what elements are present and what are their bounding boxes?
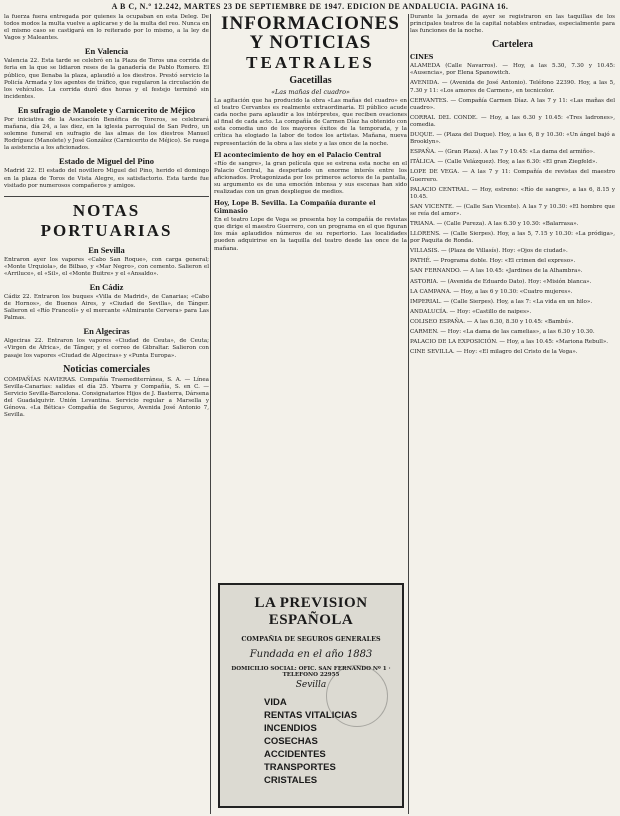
article-paragraph: COMPAÑÍAS NAVIERAS. Compañía Trasmediterránea, S. A. — Línea Sevilla-Canarias: salidas el día 25. Ybarra y Compañía, S. en C. — Servicio Sevilla-Barcelona. Consignatarios Hijos de J. Basterra, Dársena del Guadalquivir. Unión Levantina. Servicio regular a Marsella y Génova. «La Bética» Compañía de Seguros, Avenida José Antonio 7, Sevilla. bbox=[4, 376, 209, 419]
ad-service-item: TRANSPORTES bbox=[264, 762, 336, 773]
listing-item: COLISEO ESPAÑA. — A las 6.30, 8.30 y 10.45: «Bambú». bbox=[410, 318, 574, 325]
column-rule bbox=[408, 14, 409, 814]
notas-portuarias-title: NOTAS PORTUARIAS bbox=[4, 196, 209, 241]
article-paragraph: Cádiz 22. Entraron los buques «Villa de Madrid», de Canarias; «Cabo de Hornos», de Buenos Aires, y «Ciudad de Sevilla», de Tánger. Salieron el «Río Francolí» y el mercante «Almirante Cervera» para Las Palmas. bbox=[4, 293, 209, 322]
section-heading: En Valencia bbox=[84, 46, 129, 57]
article-paragraph: La agitación que ha producido la obra «Las mañas del cuadro» en el teatro Cervantes es realmente extraordinaria. El público acude cada noche para aplaudir a los intérpretes, que reciben ovaciones al final de cada acto. La compañía de Carmen Díaz ha obtenido con esta comedia uno de los mayores éxitos de la temporada, y la crítica ha elogiado la labor de todos los artistas. Mañana, nueva representación de la obra a las siete y a las once de la noche. bbox=[214, 98, 407, 147]
ad-company: COMPAÑIA DE SEGUROS GENERALES bbox=[241, 635, 381, 643]
masthead-line-1: INFORMACIONES Y NOTICIAS bbox=[221, 14, 400, 53]
listing-item: ALAMEDA (Calle Navarros). — Hoy, a las 5.30, 7.30 y 10.45: «Ausencia», por Elena Spanowitch. bbox=[410, 63, 615, 77]
article-paragraph: Algeciras 22. Entraron los vapores «Ciudad de Ceuta», de Ceuta; «Virgen de África», de Tánger, y el correo de Gibraltar. Salieron con pasaje los vapores «Ciudad de Algeciras» y «Punta Europa». bbox=[4, 338, 209, 359]
listing-item: SAN FERNANDO. — A las 10.45: «Jardines de la Alhambra». bbox=[410, 268, 583, 275]
listing-item: LOPE DE VEGA. — A las 7 y 11: Compañía de revistas del maestro Guerrero. bbox=[410, 169, 615, 183]
section-heading: Gacetillas bbox=[289, 75, 332, 86]
section-heading: Noticias comerciales bbox=[63, 363, 150, 375]
listing-item: ASTORIA. — (Avenida de Eduardo Dato). Hoy: «Misión blanca». bbox=[410, 278, 592, 285]
intro-paragraph: la fuerza fuera entregada por quienes la ocupaban en esta Deleg. De todos modos la multa vuelve a aplicarse y de la multa del reo. Nunca en el mismo caso se castigará en lo reiterado por lo mismo, a la ley de Vagos y Maleantes. bbox=[4, 14, 209, 42]
ad-service-item: INCENDIOS bbox=[264, 723, 317, 734]
listing-item: ESPAÑA. — (Gran Plaza). A las 7 y 10.45: «La dama del armiño». bbox=[410, 149, 595, 156]
listing-item: LA CAMPANA. — Hoy, a las 6 y 10.30: «Cuatro mujeres». bbox=[410, 288, 573, 295]
column-center bbox=[214, 14, 407, 256]
listing-item: SAN VICENTE. — (Calle San Vicente). A las 7 y 10.30: «El hombre que se reía del amor». bbox=[410, 203, 615, 217]
listings bbox=[410, 63, 615, 356]
ad-service-item: RENTAS VITALICIAS bbox=[264, 710, 358, 721]
listing-item: IMPERIAL. — (Calle Sierpes). Hoy, a las 7: «La vida en un hilo». bbox=[410, 298, 593, 305]
section-subtitle: «Las mañas del cuadro» bbox=[271, 88, 350, 96]
article-paragraph: Valencia 22. Esta tarde se celebró en la Plaza de Toros una corrida de feria en la que se lidiaron reses de la ganadería de Pablo Romero. El público, que llenaba la plaza, aplaudió a los diestros. Prestó servicio la Policía Armada y los agentes de tráfico, que regularon la circulación de los vehículos. La corrida duró dos horas y el festejo terminó sin incidentes. bbox=[4, 58, 209, 100]
ad-title: LA PREVISION ESPAÑOLA bbox=[254, 595, 368, 628]
listing-item: CORRAL DEL CONDE. — Hoy, a las 6.30 y 10.45: «Tres ladrones», comedia. bbox=[410, 114, 615, 128]
listing-item: PALACIO CENTRAL. — Hoy, estreno: «Río de sangre», a las 6, 8.15 y 10.45. bbox=[410, 186, 615, 200]
article-paragraph: Por iniciativa de la Asociación Benéfica de Toreros, se celebrará mañana, día 24, a las diez, en la iglesia parroquial de San Pedro, un solemne funeral en sufragio de las almas de los diestros Manuel Rodríguez (Manolete) y José González (Carnicerito de Méjico). Se ruega la asistencia a los aficionados. bbox=[4, 116, 209, 152]
insurance-advertisement bbox=[218, 583, 404, 808]
listing-item: CINE SEVILLA. — Hoy: «El milagro del Cristo de la Vega». bbox=[410, 349, 578, 356]
section-heading: Cartelera bbox=[491, 39, 534, 51]
ad-service-item: CRISTALES bbox=[264, 775, 318, 786]
column-rule bbox=[210, 14, 211, 814]
article-paragraph: Madrid 22. El estado del novillero Miguel del Pino, herido el domingo en la plaza de Toros de Vista Alegre, es satisfactorio. Esta tarde fue visitado por numerosos compañeros y amigos. bbox=[4, 168, 209, 189]
page-header: A B C, N.º 12.242, MARTES 23 DE SEPTIEMBRE DE 1947. EDICION DE ANDALUCIA. PAGINA 16. bbox=[111, 2, 509, 11]
listing-item: DUQUE. — (Plaza del Duque). Hoy, a las 6, 8 y 10.30: «Un ángel bajó a Brooklyn». bbox=[410, 132, 615, 146]
article-paragraph: «Río de sangre», la gran película que se estrena esta noche en el Palacio Central, ha despertado un enorme interés entre los aficionados. Protagonizada por los primeros actores de la pantalla, su argumento es de una emoción intensa y sus escenas han sido realizadas con un gran despliegue de medios. bbox=[214, 160, 407, 196]
listing-item: TRIANA. — (Calle Pureza). A las 6.30 y 10.30: «Balarrasa». bbox=[410, 220, 579, 227]
listing-item: VILLASIS. — (Plaza de Villasís). Hoy: «Ojos de ciudad». bbox=[410, 248, 568, 255]
cines-label: CINES bbox=[410, 53, 434, 62]
section-heading: En sufragio de Manolete y Carnicerito de Méjico bbox=[17, 104, 196, 115]
listing-item: ANDALUCÍA. — Hoy: «Castillo de naipes». bbox=[410, 308, 532, 315]
listing-item: ITÁLICA. — (Calle Velázquez). Hoy, a las 6.30: «El gran Ziegfeld». bbox=[410, 159, 598, 166]
article-paragraph: Durante la jornada de ayer se registraron en las taquillas de los principales teatros de la capital notables entradas, especialmente para las funciones de la noche. bbox=[410, 14, 615, 35]
listing-item: CERVANTES. — Compañía Carmen Díaz. A las 7 y 11: «Las mañas del cuadro». bbox=[410, 97, 615, 111]
emblem-icon bbox=[326, 665, 388, 727]
ad-address: DOMICILIO SOCIAL: OFIC. SAN FERNANDO Nº 1 · TELEFONO 22955 bbox=[231, 666, 391, 678]
column-left bbox=[4, 14, 209, 422]
ad-service-item: VIDA bbox=[264, 697, 287, 708]
article-paragraph: Entraron ayer los vapores «Cabo San Roque», con carga general; «Monte Urquiola», de Bilbao, y «Mar Negro», con cemento. Salieron el «Arriluce», el «Sil», el «Monte Buitre» y el «Ansaldo». bbox=[4, 256, 209, 277]
listing-item: LLORENS. — (Calle Sierpes). Hoy, a las 5, 7.15 y 10.30: «La pródiga», por Paquita de Ronda. bbox=[410, 231, 615, 245]
article-paragraph: En el teatro Lope de Vega se presenta hoy la compañía de revistas que dirige el maestro Guerrero, con un programa en el que figuran los más aplaudidos números de su repertorio. Las localidades pueden adquirirse en la taquilla del teatro desde las once de la mañana. bbox=[214, 217, 407, 252]
article-heading: El acontecimiento de hoy en el Palacio Central bbox=[214, 150, 382, 159]
listing-item: PATHÉ. — Programa doble. Hoy: «El crimen del expreso». bbox=[410, 258, 576, 265]
article-heading: Hoy, Lope B. Sevilla. La Compañía durante el Gimnasio bbox=[214, 199, 376, 216]
masthead-line-2: TEATRALES bbox=[246, 53, 375, 72]
listing-item: CARMEN. — Hoy: «La dama de las camelias», a las 6.30 y 10.30. bbox=[410, 329, 595, 335]
section-heading: Estado de Miguel del Pino bbox=[59, 156, 154, 167]
listing-item: AVENIDA. — (Avenida de José Antonio). Teléfono 22390. Hoy, a las 5, 7.30 y 11: «Los amores de Carmen», en tecnicolor. bbox=[410, 80, 615, 94]
section-heading: En Sevilla bbox=[88, 244, 125, 255]
ad-founded: Fundada en el año 1883 bbox=[249, 649, 373, 660]
column-right bbox=[410, 14, 615, 359]
section-heading: En Cádiz bbox=[89, 281, 124, 292]
ad-service-item: COSECHAS bbox=[264, 736, 318, 747]
ad-city: Sevilla bbox=[295, 680, 327, 690]
ad-service-item: ACCIDENTES bbox=[264, 749, 326, 760]
listing-item: PALACIO DE LA EXPOSICIÓN. — Hoy, a las 10.45: «Mariona Rebull». bbox=[410, 339, 609, 346]
section-heading: En Algeciras bbox=[83, 326, 130, 337]
